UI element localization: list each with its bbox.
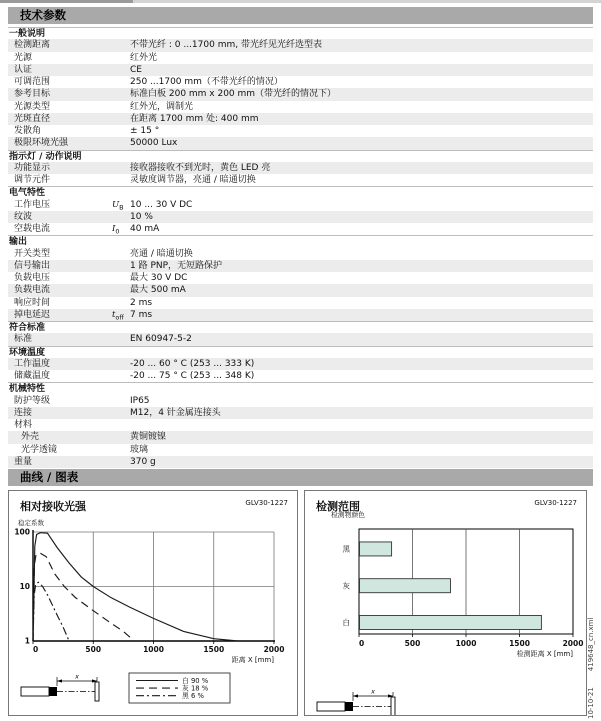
spec-label: 光源类型	[14, 101, 51, 112]
spec-row	[8, 431, 593, 443]
spec-symbol	[112, 101, 130, 113]
spec-label: 连接	[14, 407, 33, 418]
spec-label: 防护等级	[14, 395, 51, 406]
detection-range-chart	[305, 491, 586, 715]
spec-label: 检测距离	[14, 40, 51, 51]
chart-title: 相对接收光强	[20, 500, 86, 513]
spec-symbol	[112, 456, 130, 468]
spec-symbol	[112, 272, 130, 284]
section-bar-technical-data: 技术参数	[8, 7, 593, 24]
spec-row	[8, 174, 593, 186]
document-side-reference	[587, 499, 595, 719]
spec-section-header	[8, 186, 593, 198]
spec-row	[8, 358, 593, 370]
spec-value: 红外光	[130, 52, 158, 63]
legend-label: 黑 6 %	[182, 692, 204, 700]
spec-label: 功能显示	[14, 162, 51, 173]
spec-symbol	[112, 76, 130, 88]
category-label: 灰	[342, 581, 350, 591]
spec-label: 负载电流	[14, 285, 51, 296]
chart-title: 检测范围	[316, 500, 360, 513]
spec-row	[8, 260, 593, 272]
spec-value: CE	[130, 64, 142, 75]
spec-row	[8, 297, 593, 309]
spec-row	[8, 113, 593, 125]
spec-label: 认证	[14, 64, 33, 75]
spec-label: 纹波	[14, 211, 33, 222]
spec-symbol: $I_0$	[112, 224, 120, 236]
y-axis-title: 检测物颜色	[331, 511, 365, 519]
spec-value: 红外光，调制光	[130, 101, 194, 112]
spec-symbol	[112, 297, 130, 309]
spec-row	[8, 333, 593, 345]
spec-label: 调节元件	[14, 175, 51, 185]
spec-row	[8, 309, 593, 321]
spec-section-title: 机械特性	[9, 384, 46, 395]
device-code-label: GLV30-1227	[245, 499, 288, 507]
x-axis-title: 检测距离 X [mm]	[516, 650, 573, 658]
sensor-target-diagram-icon	[317, 688, 395, 716]
spec-value: 10 ... 30 V DC	[130, 199, 193, 210]
section-bar-curves-charts: 曲线 / 图表	[8, 469, 593, 486]
spec-value: 在距离 1700 mm 处: 400 mm	[130, 113, 259, 124]
spec-value: 1 路 PNP，无短路保护	[130, 260, 223, 271]
spec-symbol	[112, 444, 130, 456]
legend-label: 灰 18 %	[182, 684, 209, 693]
spec-value: 接收器接收不到光时，黄色 LED 亮	[130, 162, 271, 173]
spec-value: IP65	[130, 395, 150, 406]
spec-symbol	[112, 64, 130, 76]
side-date: 10-10-21	[587, 687, 595, 719]
spec-table	[8, 27, 593, 468]
spec-row	[8, 395, 593, 407]
spec-symbol	[112, 113, 130, 125]
spec-row	[8, 162, 593, 174]
category-label: 黑	[342, 544, 350, 554]
spec-row	[8, 52, 593, 64]
spec-row	[8, 419, 593, 431]
spec-section-title: 符合标准	[9, 323, 46, 333]
spec-section-header	[8, 27, 593, 39]
spec-value: -20 ... 75 ° C (253 ... 348 K)	[130, 371, 255, 381]
x-tick-label: 500	[404, 639, 421, 648]
spec-section-header	[8, 321, 593, 333]
spec-row	[8, 248, 593, 260]
spec-value: 亮通 / 暗通切换	[130, 248, 193, 259]
x-tick-label: 0	[359, 639, 365, 648]
spec-value: 黄铜镀镍	[130, 432, 167, 443]
spec-label: 响应时间	[14, 297, 51, 308]
spec-label: 标准	[14, 334, 33, 345]
spec-row	[8, 39, 593, 51]
spec-section-title: 输出	[9, 237, 28, 248]
spec-symbol	[112, 407, 130, 419]
spec-symbol	[112, 88, 130, 100]
side-filename: 419648_cn.xml	[587, 617, 595, 672]
x-tick-label: 2000	[562, 639, 584, 648]
spec-symbol	[112, 162, 130, 174]
y-axis-title: 稳定系数	[18, 519, 44, 527]
spec-section-title: 环境温度	[9, 347, 46, 358]
spec-symbol	[112, 174, 130, 186]
spec-value: M12，4 针金属连接头	[130, 407, 221, 418]
x-axis-title: 距离 X [mm]	[231, 656, 274, 664]
spec-row	[8, 199, 593, 211]
spec-label: 可调范围	[14, 77, 51, 87]
spec-row	[8, 76, 593, 88]
spec-value: 最大 30 V DC	[130, 273, 188, 283]
bar-1	[360, 542, 392, 556]
spec-value: 2 ms	[130, 297, 153, 308]
bar-2	[360, 579, 451, 593]
spec-symbol	[112, 260, 130, 272]
spec-label: 负载电压	[14, 273, 51, 283]
spec-symbol	[112, 395, 130, 407]
spec-symbol	[112, 419, 130, 431]
legend-label: 白 90 %	[182, 676, 209, 685]
spec-symbol	[112, 333, 130, 345]
spec-value: -20 ... 60 ° C (253 ... 333 K)	[130, 358, 255, 369]
spec-row	[8, 284, 593, 296]
spec-row	[8, 272, 593, 284]
spec-label: 掉电延迟	[14, 309, 51, 320]
spec-row	[8, 88, 593, 100]
chart-panel-detection-range	[304, 490, 587, 716]
spec-row	[8, 125, 593, 137]
x-tick-label: 0	[33, 645, 39, 654]
spec-row	[8, 211, 593, 223]
spec-symbol	[112, 137, 130, 149]
spec-label: 极限环境光强	[14, 138, 69, 149]
spec-value: 灵敏度调节器，亮通 / 暗通切换	[130, 175, 256, 185]
spec-value	[130, 419, 593, 431]
bar-3	[360, 615, 542, 629]
chart-panel-relative-intensity	[8, 490, 298, 716]
spec-section-title: 电气特性	[9, 188, 46, 199]
spec-label: 储藏温度	[14, 371, 51, 381]
spec-value: ± 15 °	[130, 126, 160, 136]
x-tick-label: 2000	[263, 645, 285, 654]
spec-value: 10 %	[130, 211, 153, 222]
relative-intensity-chart	[9, 491, 297, 715]
spec-symbol	[112, 39, 130, 51]
spec-symbol	[112, 358, 130, 370]
sensor-target-diagram-icon	[21, 673, 99, 702]
spec-label: 外壳	[21, 432, 40, 443]
spec-label: 光源	[14, 52, 33, 63]
spec-label: 光斑直径	[14, 113, 51, 124]
spec-row	[8, 370, 593, 382]
sensor-distance-label: x	[75, 672, 79, 681]
spec-symbol	[112, 431, 130, 443]
legend	[129, 673, 230, 703]
y-tick-label: 1	[24, 636, 30, 646]
spec-section-header	[8, 346, 593, 358]
spec-value: 最大 500 mA	[130, 285, 186, 296]
category-label: 白	[342, 618, 350, 628]
spec-label: 参考目标	[14, 89, 51, 100]
spec-value: 40 mA	[130, 224, 160, 234]
spec-symbol	[112, 370, 130, 382]
x-tick-label: 1000	[455, 639, 477, 648]
spec-row	[8, 407, 593, 419]
x-tick-label: 1500	[203, 645, 225, 654]
y-tick-label: 10	[19, 582, 30, 591]
spec-section-title: 一般说明	[9, 29, 46, 39]
spec-symbol	[112, 125, 130, 137]
spec-row	[8, 223, 593, 235]
spec-label: 材料	[14, 420, 33, 430]
spec-value: 标准白板 200 mm x 200 mm（带光纤的情况下）	[130, 89, 337, 100]
spec-symbol	[112, 284, 130, 296]
spec-label: 发散角	[14, 126, 42, 136]
x-tick-label: 500	[85, 645, 102, 654]
spec-label: 工作温度	[14, 358, 51, 369]
spec-section-header	[8, 150, 593, 162]
spec-value: 玻璃	[130, 444, 149, 455]
page-top-rule-left	[0, 0, 133, 3]
spec-symbol	[112, 211, 130, 223]
spec-section-header	[8, 235, 593, 247]
spec-label: 信号输出	[14, 260, 51, 271]
spec-section-header	[8, 382, 593, 394]
device-code-label: GLV30-1227	[534, 499, 577, 507]
spec-symbol: $U_B$	[112, 199, 124, 212]
spec-label: 工作电压	[14, 199, 51, 210]
curve-dashdot	[33, 582, 69, 641]
x-tick-label: 1500	[509, 639, 530, 648]
spec-label: 光学透镜	[21, 444, 58, 455]
curve-dashed	[33, 553, 134, 641]
spec-value: EN 60947-5-2	[130, 334, 192, 345]
spec-row	[8, 456, 593, 468]
y-tick-label: 100	[14, 527, 30, 537]
spec-row	[8, 64, 593, 76]
spec-section-title: 指示灯 / 动作说明	[9, 151, 82, 162]
spec-label: 重量	[14, 456, 33, 467]
spec-symbol	[112, 248, 130, 260]
sensor-distance-label: x	[371, 687, 375, 696]
spec-value: 不带光纤 : 0 ...1700 mm, 带光纤见光纤选型表	[130, 40, 322, 51]
spec-row	[8, 101, 593, 113]
x-tick-label: 1000	[143, 645, 164, 654]
spec-symbol: $t_{off}$	[112, 309, 124, 322]
spec-value: 50000 Lux	[130, 138, 178, 149]
spec-value: 250 ...1700 mm（不带光纤的情况）	[130, 77, 283, 87]
spec-symbol	[112, 52, 130, 64]
spec-label: 空载电流	[14, 224, 51, 234]
spec-row	[8, 137, 593, 149]
spec-value: 370 g	[130, 456, 156, 467]
spec-row	[8, 444, 593, 456]
spec-value: 7 ms	[130, 309, 153, 320]
spec-label: 开关类型	[14, 248, 51, 259]
